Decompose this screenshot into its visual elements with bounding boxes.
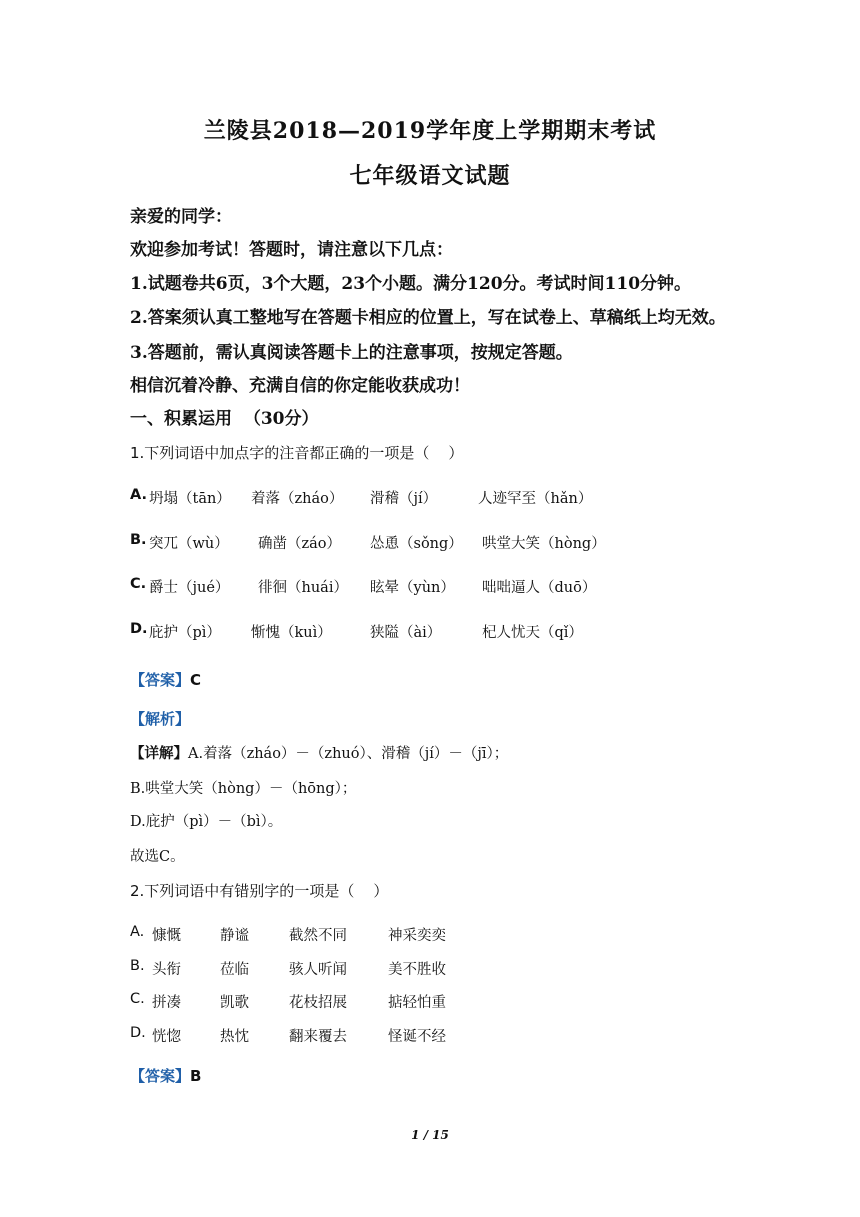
option-word: 咄咄逼人（duō）: [482, 580, 597, 596]
answer-value: C: [190, 671, 202, 689]
q1-analysis-tag: 【解析】: [130, 710, 191, 728]
option-word: 花枝招展: [289, 995, 347, 1011]
option-word: 庇护（pì）: [149, 625, 221, 641]
option-word: 着落（zháo）: [251, 491, 344, 507]
detail-text: A.着落（zháo）－（zhuó）、滑稽（jí）－（jī）；: [188, 746, 509, 762]
option-word: 狭隘（ài）: [370, 625, 442, 641]
option-label: A.: [130, 487, 147, 503]
q2-stem: 2.下列词语中有错别字的一项是（ ）: [130, 882, 389, 900]
q1-detail-2: B.哄堂大笑（hòng）－（hōng）；: [130, 781, 357, 797]
option-label: D.: [130, 621, 148, 637]
option-word: 头衔: [152, 962, 181, 978]
option-word: 静谧: [220, 928, 249, 944]
option-word: 爵士（jué）: [149, 580, 230, 596]
option-word: 凯歌: [220, 995, 249, 1011]
option-word: 滑稽（jí）: [370, 491, 438, 507]
q1-detail-3: D.庇护（pì）－（bì）。: [130, 814, 283, 830]
option-word: 截然不同: [289, 928, 347, 944]
option-word: 人迹罕至（hǎn）: [478, 491, 593, 507]
detail-tag: 【详解】: [130, 745, 188, 762]
option-word: 怂恿（sǒng）: [370, 536, 463, 552]
q1-stem: 1.下列词语中加点字的注音都正确的一项是（ ）: [130, 444, 464, 462]
option-word: 翻来覆去: [289, 1029, 347, 1045]
option-word: 杞人忧天（qǐ）: [482, 625, 583, 641]
q1-answer: [130, 669, 201, 690]
option-word: 骇人听闻: [289, 962, 347, 978]
notice-intro: 欢迎参加考试！答题时，请注意以下几点：: [130, 240, 453, 260]
option-label: C.: [130, 991, 145, 1007]
option-word: 惭愧（kuì）: [251, 625, 332, 641]
answer-value: B: [190, 1067, 202, 1085]
option-word: 神采奕奕: [388, 928, 446, 944]
option-word: 莅临: [220, 962, 249, 978]
option-word: 徘徊（huái）: [258, 580, 348, 596]
answer-tag: 【答案】: [130, 1067, 191, 1085]
option-word: 怪诞不经: [388, 1029, 446, 1045]
notice-item-3: 3.答题前，需认真阅读答题卡上的注意事项，按规定答题。: [130, 343, 573, 363]
page-number: 1 / 15: [411, 1128, 449, 1142]
option-label: A.: [130, 924, 145, 940]
notice-closing: 相信沉着冷静、充满自信的你定能收获成功！: [130, 376, 470, 396]
option-label: B.: [130, 532, 147, 548]
greeting: 亲爱的同学：: [130, 207, 232, 227]
option-word: 确凿（záo）: [258, 536, 342, 552]
q1-detail-1: [130, 742, 508, 763]
option-label: D.: [130, 1025, 146, 1041]
option-word: 热忱: [220, 1029, 249, 1045]
q2-answer: [130, 1065, 201, 1086]
option-word: 美不胜收: [388, 962, 446, 978]
option-word: 眩晕（yùn）: [370, 580, 455, 596]
option-word: 慷慨: [152, 928, 181, 944]
option-word: 恍惚: [152, 1029, 181, 1045]
option-word: 坍塌（tān）: [149, 491, 231, 507]
option-word: 突兀（wù）: [149, 536, 229, 552]
exam-title: 兰陵县2018—2019学年度上学期期末考试: [203, 118, 657, 144]
option-word: 拼凑: [152, 995, 181, 1011]
notice-item-1: 1.试题卷共6页，3个大题，23个小题。满分120分。考试时间110分钟。: [130, 274, 692, 294]
exam-subtitle: 七年级语文试题: [349, 163, 511, 189]
answer-tag: 【答案】: [130, 671, 191, 689]
option-label: B.: [130, 958, 145, 974]
option-label: C.: [130, 576, 147, 592]
option-word: 哄堂大笑（hòng）: [482, 536, 606, 552]
notice-item-2: 2.答案须认真工整地写在答题卡相应的位置上，写在试卷上、草稿纸上均无效。: [130, 308, 726, 328]
option-word: 掂轻怕重: [388, 995, 446, 1011]
q1-conclusion: 故选C。: [130, 849, 185, 865]
section-heading: 一、积累运用 （30分）: [130, 409, 319, 429]
